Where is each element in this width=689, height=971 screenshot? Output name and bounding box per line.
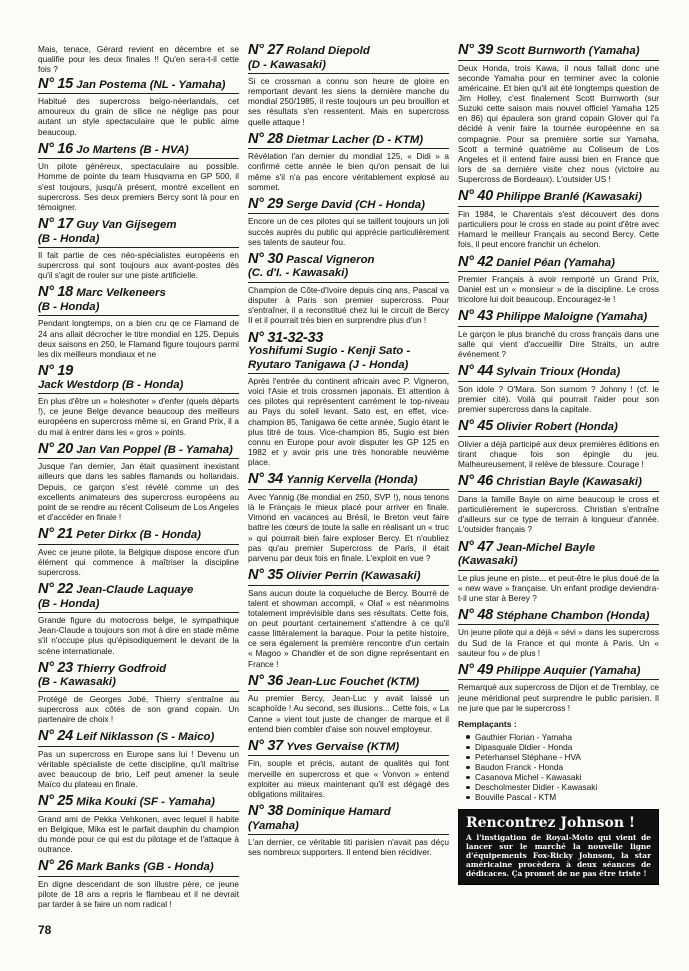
rider-heading: [458, 365, 659, 382]
rider-description: Après l'entrée du continent africain avec P. Vigneron, voici l'Asie et trois crossmen japonais. Et attention à ces pilotes qui représentent carrément le top-niveau au Pays du soleil levant. Sato est, en effet, vice-champion 85, Tanigawa 6e cette année, Sugio étant le plus titré de tous. Vice-champion 85, Sugio est bien connu en Europe pour avoir disputer les GP 125 en 1982 et y avoir pris une très honorable neuvième place.: [248, 376, 449, 468]
rider-name: Thierry Godfroid: [76, 662, 167, 675]
rider-name: Dominique Hamard: [286, 806, 391, 818]
rider-description: Le garçon le plus branché du cross français dans une salle qui vient d'accueillir Dire Straits, un autre événement ?: [458, 328, 659, 360]
rider-description: Habitué des supercross belgo-néerlandais, cet amoureux du grain de silice ne néglige pas pour autant un style spectaculaire que le public aime beaucoup.: [38, 96, 239, 137]
rider-heading: [248, 195, 449, 215]
rider-entry: [38, 440, 239, 523]
rider-number: N° 24: [38, 728, 73, 745]
rider-number: N° 42: [458, 253, 493, 270]
rider-entry: [458, 538, 659, 603]
rider-subheading: Yoshifumi Sugio - Kenji Sato - Ryutaro Tanigawa (J - Honda): [248, 345, 411, 371]
lead-paragraph: Mais, tenace, Gérard revient en décembre et se qualifie pour les deux finales !! Qu'en sera-t-il cette fois ?: [38, 44, 239, 75]
rider-name: Jo Martens (B - HVA): [76, 143, 189, 156]
rider-heading: [38, 140, 239, 160]
rider-name: Marc Velkeneers: [76, 287, 166, 300]
rider-entry: [38, 659, 239, 725]
rider-description: Remarqué aux supercross de Dijon et de Tremblay, ce jeune méridional peut surprendre le public parisien. Il ne jure que par le supercross !: [458, 682, 659, 713]
rider-number: N° 47: [458, 538, 493, 555]
rider-subheading: Jack Westdorp (B - Honda): [38, 378, 184, 391]
rider-name: Scott Burnworth (Yamaha): [496, 45, 640, 57]
rider-subheading: (B - Honda): [38, 300, 100, 313]
rider-entry: [248, 672, 449, 734]
rider-name: Jan Van Poppel (B - Yamaha): [76, 443, 233, 456]
rider-heading: [38, 659, 239, 692]
rider-description: Olivier a déjà participé aux deux premières éditions en tirant chaque fois son épingle du jeu. Malheureusement, il relève de blessure. Courage !: [458, 438, 659, 470]
rider-name: Philippe Branlé (Kawasaki): [496, 191, 642, 204]
rider-heading: [458, 190, 659, 207]
rider-heading: [38, 75, 239, 95]
rider-entry: [248, 805, 449, 857]
column-middle: [248, 44, 449, 949]
rider-entry: [38, 140, 239, 212]
rider-description: Encore un de ces pilotes qui se taillent toujours un joli succès auprès du public qui apprécie particulièrement ses talents de sauteur fou.: [248, 216, 449, 247]
rider-entry: [248, 130, 449, 192]
rider-name: Jean-Luc Fouchet (KTM): [286, 675, 420, 688]
rider-name: Yannig Kervella (Honda): [286, 474, 418, 487]
rider-number: N° 48: [458, 606, 493, 623]
rider-name: Philippe Auquier (Yamaha): [496, 664, 641, 677]
rider-entry: [248, 329, 449, 468]
rider-entry: [38, 286, 239, 359]
replacements-list: [466, 732, 659, 803]
rider-number: N° 40: [458, 188, 493, 205]
rider-description: Pas un supercross en Europe sans lui ! Devenu un véritable spécialiste de cette discipline, qu'il maîtrise avec beaucoup de brio, Leif peut amener la seule Maïco du plateau en finale.: [38, 748, 239, 790]
replacement-item: Bouville Pascal - KTM: [466, 792, 659, 802]
rider-description: En digne descendant de son illustre père, ce jeune pilote de 18 ans a repris le flambeau et il ne devrait par tarder à se faire un nom radical !: [38, 878, 239, 910]
rider-heading: [38, 730, 239, 747]
replacement-item: Gauthier Florian - Yamaha: [466, 732, 659, 742]
rider-number: N° 38: [248, 803, 283, 819]
rider-heading: [458, 606, 659, 626]
replacements-title: Remplaçants :: [458, 718, 517, 729]
replacement-item: Casanova Michel - Kawasaki: [466, 772, 659, 782]
rider-number: N° 46: [458, 473, 493, 490]
rider-description: Il fait partie de ces néo-spécialistes européens en supercross qui sont toujours aux avant-postes dès qu'il s'agit de rouler sur une piste artificielle.: [38, 250, 239, 281]
rider-heading: [458, 538, 659, 571]
rider-heading: [248, 329, 449, 375]
rider-name: Philippe Maloigne (Yamaha): [496, 311, 648, 324]
rider-description: En plus d'être un « holeshoter » d'enfer (quels départs !), ce jeune Belge devance beaucoup des meilleurs européens en supercross même si, en Grand Prix, il a du mal à entrer dans les « gros » points.: [38, 396, 239, 437]
rider-heading: [38, 528, 239, 545]
rider-entry: [458, 475, 659, 534]
rider-heading: [248, 44, 449, 74]
article-page: [38, 44, 660, 949]
column-right-entries: [458, 44, 659, 713]
rider-entry: [458, 44, 659, 184]
rider-number: N° 18: [38, 284, 73, 301]
rider-subheading: (D - Kawasaki): [248, 58, 326, 71]
rider-number: N° 21: [38, 526, 73, 543]
rider-name: Sylvain Trioux (Honda): [496, 366, 621, 379]
rider-number: N° 39: [458, 44, 493, 58]
rider-entry: [248, 195, 449, 247]
rider-number: N° 34: [248, 471, 283, 488]
rider-description: Deux Honda, trois Kawa, il nous fallait donc une seconde Yamaha pour en terminer avec la colonie américaine. Et bien qu'il ait été longtemps question de Jim Holley, c'est finalement Scott Burnworth (sur Suzuki cette saison mais nouvel officiel Yamaha 125 en 86) qui épaulera son grand copain Glover qui l'a décidé à venir faire la tournée européenne en sa compagnie. Pour sa première sortie sur Yamaha, Scott a terminé quatrième au Coliseum de Los Angeles et il entend faire aussi bien en France que lors de sa dernière visite chez nous (victoire au Supercross de Bordeaux). L'outsider US !: [458, 62, 659, 185]
rider-number: N° 44: [458, 363, 493, 380]
rider-number: N° 27: [248, 44, 283, 58]
rider-description: Le plus jeune en piste... et peut-être le plus doué de la « new wave » française. Un enfant prodige deviendra-t-il une star à Berey ?: [458, 572, 659, 603]
rider-heading: [38, 365, 239, 394]
rider-name: Olivier Robert (Honda): [496, 421, 618, 434]
rider-number: N° 31-32-33: [248, 329, 324, 346]
rider-heading: [458, 661, 659, 681]
rider-heading: [38, 860, 239, 877]
rider-description: Protégé de Georges Jobé, Thierry s'entraîne au supercross aux côtés de son grand copain. Un partenaire de choix !: [38, 693, 239, 725]
rider-name: Christian Bayle (Kawasaki): [496, 476, 642, 489]
rider-entry: [38, 583, 239, 656]
rider-heading: [458, 310, 659, 327]
rider-entry: [38, 795, 239, 854]
rider-number: N° 35: [248, 567, 283, 583]
rider-description: Sans aucun doute la coqueluche de Bercy. Bourré de talent et showman accompli, « Olaf » est néanmoins totalement imprévisible dans ses résultats. Cette fois, on peut pourtant certainement s'attendre à ce qu'il casse littéralement la baraque. Pour la petite histoire, ce sera également la première rencontre d'un certain « Magoo » Chandler et de son digne représentant en France !: [248, 587, 449, 669]
rider-description: Au premier Bercy, Jean-Luc y avait laissé un scaphoïde ! Au second, ses illusions... Cette fois, « La Canne » vient tout juste de changer de marque et il entend bien combler d'aise son nouvel employeur.: [248, 693, 449, 734]
rider-name: Leif Niklasson (S - Maico): [76, 731, 215, 744]
rider-description: Grand ami de Pekka Vehkonen, avec lequel il habite en Belgique, Mika est le parfait dauphin du champion du monde pour ce qui est du pilotage et de l'attaque à outrance.: [38, 813, 239, 855]
rider-name: Mika Kouki (SF - Yamaha): [76, 796, 215, 809]
rider-name: Olivier Perrin (Kawasaki): [286, 570, 421, 582]
rider-number: N° 17: [38, 216, 73, 233]
rider-subheading: (B - Honda): [38, 232, 100, 245]
rider-name: Serge David (CH - Honda): [286, 198, 425, 211]
rider-heading: [458, 253, 659, 273]
rider-entry: [248, 44, 449, 127]
rider-subheading: (B - Honda): [38, 597, 100, 610]
rider-number: N° 28: [248, 130, 283, 147]
rider-description: Fin 1984, le Charentais s'est découvert des dons particuliers pour le cross en stade au point d'être avec Hamard le meilleur Français au second Bercy. Cette fois, il peut encore franchir un échelon.: [458, 208, 659, 250]
rider-entry: [248, 250, 449, 326]
rider-heading: [248, 672, 449, 692]
rider-name: Jean-Claude Laquaye: [76, 584, 194, 597]
rider-entry: [38, 75, 239, 137]
rider-entry: [38, 730, 239, 789]
rider-description: Fin, souple et précis, autant de qualités qui font merveille en supercross et que « Vonvon » entend exploiter au mieux maintenant qu'il est dégagé des obligations militaires.: [248, 758, 449, 799]
column-left: [38, 44, 239, 949]
rider-number: N° 25: [38, 793, 73, 810]
rider-number: N° 16: [38, 140, 73, 157]
rider-heading: [38, 440, 239, 460]
replacement-item: Dipasquale Didier - Honda: [466, 742, 659, 752]
rider-heading: [248, 130, 449, 150]
replacement-item: Peterhansel Stéphane - HVA: [466, 752, 659, 762]
rider-description: Grande figure du motocross belge, le sympathique Jean-Claude a toujours son mot à dire en stade même s'il n'occupe plus qu'épisodiquement le devant de la scène internationale.: [38, 615, 239, 656]
rider-number: N° 30: [248, 250, 283, 267]
rider-entry: [458, 420, 659, 469]
rider-number: N° 29: [248, 195, 283, 212]
rider-entry: [458, 253, 659, 305]
rider-name: Dietmar Lacher (D - KTM): [286, 133, 423, 146]
rider-entry: [458, 190, 659, 249]
rider-heading: [248, 737, 449, 757]
rider-entry: [248, 473, 449, 563]
rider-description: Jusque l'an dernier, Jan était quasiment inexistant ailleurs que dans les sables flamands ou hollandais. Depuis, ce garçon s'est révélé comme un des excellents animateurs des supercross européens au point de se rendre au récent Coliseum de Los Angeles et d'accéder en finale !: [38, 461, 239, 523]
rider-heading: [248, 569, 449, 586]
rider-description: L'an dernier, ce véritable titi parisien n'avait pas déçu ses nombreux supporters. Il entend bien récidiver.: [248, 837, 449, 858]
replacement-item: Descholmester Didier - Kawasaki: [466, 782, 659, 792]
page-number: 78: [38, 923, 52, 937]
rider-description: Son idole ? O'Mara. Son surnom ? Johnny ! (cf. le premier cité). Voilà qui pourrait l'aider pour son premier supercross dans la capitale.: [458, 383, 659, 415]
promo-title: Rencontrez Johnson !: [466, 814, 636, 831]
rider-subheading: (B - Kawasaki): [38, 676, 116, 689]
rider-heading: [38, 795, 239, 812]
rider-entry: [458, 606, 659, 658]
rider-name: Stéphane Chambon (Honda): [496, 609, 650, 622]
rider-description: Révélation l'an dernier du mondial 125, « Didi » a confirmé cette année le bien qu'on pensait de lui même s'il n'a pas encore véritablement explosé au sommet.: [248, 151, 449, 192]
rider-subheading: (Yamaha): [248, 819, 299, 832]
rider-number: N° 36: [248, 672, 283, 689]
rider-description: Premier Français à avoir remporté un Grand Prix, Daniel est un « monsieur » de la discipline. Le cross tricolore lui doit beaucoup. Encouragez-le !: [458, 274, 659, 305]
rider-heading: [458, 44, 659, 61]
promo-text: A l'instigation de Royal-Moto qui vient de lancer sur le marché la nouvelle ligne d'équipements Fox-Ricky Johnson, la star américaine procèdera à deux séances de dédicaces. Ça promet de ne pas être triste !: [466, 832, 651, 878]
rider-name: Daniel Péan (Yamaha): [496, 256, 615, 269]
rider-subheading: (Kawasaki): [458, 555, 518, 567]
rider-number: N° 20: [38, 440, 73, 457]
promo-box: [458, 809, 659, 885]
rider-description: Un jeune pilote qui a déjà « sévi » dans les supercross du Sud de la France et qui monte à Paris. Un « sauteur fou » de plus !: [458, 627, 659, 658]
column-right: [458, 44, 659, 949]
rider-heading: [38, 583, 239, 613]
rider-entry: [248, 737, 449, 799]
replacement-item: Baudon Franck - Honda: [466, 762, 659, 772]
rider-entry: [458, 310, 659, 359]
rider-name: Jan Postema (NL - Yamaha): [76, 78, 226, 91]
rider-entry: [248, 569, 449, 669]
rider-name: Yves Gervaise (KTM): [286, 740, 400, 753]
rider-description: Si ce crossman a connu son heure de gloire en remportant devant les siens la dernière manche du mondial 250/1985, il reste toujours un peu brouillon et ses résultats s'en ressentent. Mais en supercross quelle attaque !: [248, 76, 449, 127]
rider-entry: [458, 365, 659, 414]
rider-heading: [38, 286, 239, 316]
rider-heading: [248, 805, 449, 835]
rider-name: Peter Dirkx (B - Honda): [76, 529, 201, 542]
rider-description: Un pilote généreux, spectaculaire au possible. Homme de pointe du team Husqvarna en GP 500, il s'est toujours, jusqu'à présent, montré excellent en supercross. Ses deux premiers Bercy sont là pour en témoigner.: [38, 161, 239, 212]
rider-number: N° 26: [38, 858, 73, 875]
rider-subheading: (C. d'I. - Kawasaki): [248, 267, 349, 280]
rider-entry: [458, 661, 659, 713]
rider-name: Mark Banks (GB - Honda): [76, 861, 214, 874]
rider-name: Roland Diepold: [286, 45, 370, 57]
rider-number: N° 37: [248, 737, 283, 754]
rider-description: Avec ce jeune pilote, la Belgique dispose encore d'un élément qui commence à maîtriser la discipline supercross.: [38, 546, 239, 577]
rider-description: Champion de Côte-d'Ivoire depuis cinq ans, Pascal va disputer à Paris son premier supercross. Pour s'entraîner, il a reconstitué chez lui le circuit de Bercy II et il pourrait très bien en surprendre plus d'un !: [248, 284, 449, 326]
rider-number: N° 49: [458, 661, 493, 678]
rider-name: Pascal Vigneron: [286, 253, 375, 266]
rider-name: Guy Van Gijsegem: [76, 219, 177, 232]
rider-entry: [38, 218, 239, 280]
rider-heading: [38, 218, 239, 248]
rider-entry: [38, 365, 239, 437]
rider-entry: [38, 528, 239, 577]
rider-number: N° 23: [38, 659, 73, 676]
rider-number: N° 22: [38, 581, 73, 598]
rider-description: Avec Yannig (8e mondial en 250, SVP !), nous tenons là le Français le mieux placé pour arriver en finale. Vimond en vacances au Brésil, le Breton veut faire battre les cœurs de toute la salle en réalisant un « truc » qui pourrait bien faire exploser Bercy. Et n'oubliez pas qu'au premier Supercross de Paris, il était parvenu par deux fois en finale. L'exploit en vue ?: [248, 491, 449, 563]
rider-heading: [458, 475, 659, 492]
rider-heading: [458, 420, 659, 437]
rider-description: Dans la famille Bayle on aime beaucoup le cross et particulièrement le supercross. Christian s'entraîne d'ailleurs sur ce type de terrain à longueur d'année. L'outsider français ?: [458, 493, 659, 535]
rider-number: N° 15: [38, 75, 73, 92]
rider-entry: [38, 860, 239, 909]
rider-description: Pendant longtemps, on a bien cru qe ce Flamand de 24 ans allait décrocher le titre mondial en 125. Depuis deux saisons en 250, le Flamand figure toujours parmi les dix meilleurs mondiaux et ne: [38, 318, 239, 359]
rider-name: Jean-Michel Bayle: [496, 541, 596, 554]
rider-number: N° 19: [38, 363, 73, 380]
rider-number: N° 45: [458, 418, 493, 435]
rider-heading: [248, 473, 449, 490]
rider-number: N° 43: [458, 308, 493, 325]
rider-heading: [248, 250, 449, 283]
